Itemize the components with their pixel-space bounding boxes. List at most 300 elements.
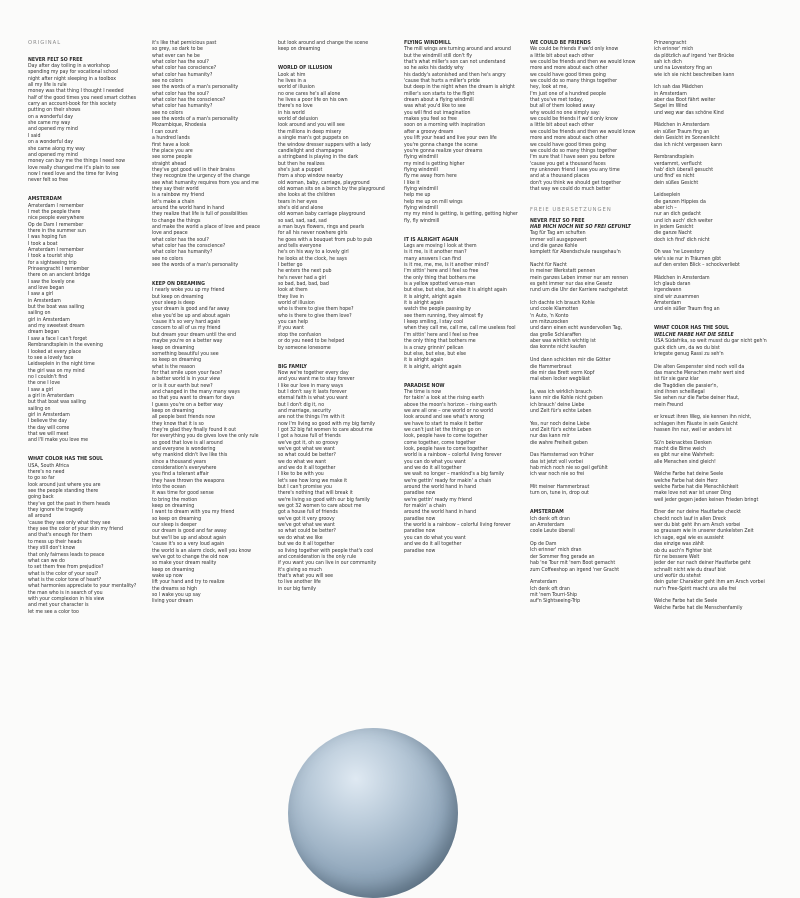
- lyric-line: so grausam wie in unserer dunkelsten Zeit: [654, 528, 754, 535]
- lyric-line: Yes, nur noch deine Liebe: [530, 420, 590, 427]
- lyric-line: ich war noch nie so frei: [530, 471, 585, 478]
- lyric-line: zum Coffeeshop an irgend 'ner Gracht: [530, 566, 620, 573]
- lyric-line: what is the color of your soul?: [28, 570, 99, 577]
- lyric-line: our sleep is deeper: [152, 522, 197, 529]
- lyric-line: on a wonderful day: [28, 139, 73, 146]
- lyric-line: that you've met today,: [530, 97, 584, 104]
- lyric-line: why mankind didn't live like this: [152, 452, 228, 459]
- lyric-line: after a groovy dream: [404, 128, 454, 135]
- lyric-line: paradise now: [404, 515, 436, 522]
- lyric-line: money can buy me the things I need now: [28, 158, 126, 165]
- lyric-line: the dreams so high: [152, 585, 198, 592]
- song-title: IT IS ALRIGHT AGAIN: [404, 236, 459, 243]
- lyric-line: he looks at the clock, he says: [278, 255, 347, 262]
- lyric-line: die Tragödien die passier'n,: [654, 382, 718, 389]
- lyric-line: so that you want to dream for days: [152, 395, 235, 402]
- lyric-line: see no colors: [152, 255, 183, 262]
- lyric-line: first have a look: [152, 141, 190, 148]
- lyric-line: what color has the soul?: [152, 90, 209, 97]
- lyric-line: a hundred lands: [152, 135, 190, 142]
- lyric-line: what ever can he be: [152, 52, 200, 59]
- lyric-line: the day will come: [28, 424, 70, 431]
- lyric-line: was what you'd like to see: [404, 103, 466, 110]
- lyric-line: when they call me, call me, call me useless fool: [404, 325, 516, 332]
- lyric-line: tears in her eyes: [278, 198, 318, 205]
- lyric-line: nur das kann mir: [530, 433, 570, 440]
- song-title: FLYING WINDMILL: [404, 40, 451, 46]
- lyric-line: see the words of a man's personality: [152, 262, 239, 269]
- lyric-line: it is alright, alright again: [404, 293, 462, 300]
- lyric-line: so keep on dreaming: [152, 357, 202, 364]
- lyric-line: old woman, baby, carriage, playground: [278, 179, 370, 186]
- lyric-line: the only thing that bothers me: [404, 338, 476, 345]
- lyric-line: more and more about each other: [530, 135, 608, 142]
- lyric-line: we are all one – one world or no world: [404, 407, 494, 414]
- lyric-line: eternal faith is what you want: [278, 395, 348, 402]
- lyric-line: welche Farbe hat die Menschlichkeit: [654, 484, 739, 491]
- lyric-line: wie's sie nur in Träumen gibt: [654, 255, 722, 262]
- lyric-line: er kreuzt ihren Weg, sie kennen ihn nicht,: [654, 414, 752, 421]
- lyric-line: to go so far: [28, 475, 55, 482]
- lyric-line: there in the summer sun: [28, 227, 86, 234]
- lyric-line: a single man's got puppets on: [278, 135, 349, 142]
- lyric-line: nur an dich gedacht: [654, 211, 701, 218]
- lyric-line: I'm sittin' here and I feel so free: [404, 268, 479, 275]
- lyric-line: you lift your head and live your own life: [404, 135, 497, 142]
- lyric-line: aber ich –: [654, 204, 677, 211]
- lyric-line: in jedem Gesicht: [654, 223, 694, 230]
- lyric-line: Ich erinner' mich dran: [530, 547, 582, 554]
- lyric-line: and opened my mind: [28, 126, 78, 133]
- lyric-line: a man buys flowers, rings and pearls: [278, 223, 365, 230]
- lyric-line: es geht immer nur das eine Gesetz: [530, 281, 613, 288]
- lyric-line: he enters the next pub: [278, 268, 332, 275]
- lyric-line: aber was wirklich wichtig ist: [530, 338, 596, 345]
- lyric-line: but dream your dream until the end: [152, 331, 237, 338]
- lyric-line: she came along my way: [28, 145, 85, 152]
- lyric-line: I got a house full of friends: [278, 433, 341, 440]
- lyric-line: a little bit about each other: [530, 122, 594, 129]
- lyric-line: so living together with people that's cool: [278, 547, 374, 554]
- lyric-line: now I'm living so good with my big family: [278, 420, 376, 427]
- lyric-line: wake up now: [152, 572, 183, 579]
- lyric-line: for a sightseeing trip: [28, 259, 77, 266]
- lyric-line: all my life is rule: [28, 82, 67, 89]
- lyric-line: I got 32 big fat women to care about me: [278, 426, 373, 433]
- lyric-line: but then he realizes: [278, 160, 325, 167]
- lyric-line: consideration's everywhere: [152, 465, 217, 472]
- lyric-line: keep on dreaming: [152, 566, 195, 573]
- lyric-line: our dream is good and far away: [152, 528, 227, 535]
- lyric-line: a stringband is playing in the dark: [278, 154, 359, 161]
- lyric-line: they've got good will in their brains: [152, 166, 235, 173]
- lyric-line: Sü'n beknacktes Denken: [654, 439, 712, 446]
- lyric-line: 'cause it's so very hard again: [152, 319, 221, 326]
- lyric-line: I guess you're on a better way: [152, 401, 223, 408]
- lyric-line: und weg war das schöne Kind: [654, 109, 724, 116]
- lyric-line: Mit meiner Hammerbraut: [530, 484, 590, 491]
- lyric-line: that we will meet: [28, 430, 69, 437]
- lyric-line: we're gettin' ready my friend: [404, 496, 472, 503]
- lyric-line: the place you are: [152, 147, 193, 154]
- lyric-line: I said: [28, 132, 41, 139]
- lyric-line: mein Freund: [654, 401, 684, 408]
- lyric-line: hab mich noch nie so geil gefühlt: [530, 465, 608, 471]
- lyrics-block: [152, 40, 270, 605]
- lyric-line: my unknown friend I see you any time: [530, 166, 620, 173]
- lyric-line: I met the people there: [28, 208, 81, 215]
- lyric-line: and you want me to stay forever: [278, 376, 355, 383]
- lyric-line: you can do what you want: [404, 534, 466, 541]
- lyric-line: I better go: [278, 262, 303, 269]
- lyric-line: Mozambique, Rhodesia: [152, 122, 207, 129]
- lyric-line: they live in: [278, 293, 304, 300]
- lyric-line: the world is an alarm clock, well you know: [152, 547, 251, 554]
- lyric-line: ob du auch'n Fighter bist: [654, 547, 712, 554]
- lyric-line: ein süßer Traum fing an: [654, 128, 710, 135]
- lyric-line: let's make a chain: [152, 198, 195, 205]
- lyric-line: I like to be with you: [278, 471, 324, 478]
- lyric-line: but the boat was sailing: [28, 304, 85, 311]
- lyric-line: mein ganzes Leben immer nur am rennen: [530, 274, 629, 281]
- lyric-line: die ganze Nacht: [654, 230, 692, 237]
- lyric-line: wer du bist geht ihn am Arsch vorbei: [654, 522, 741, 529]
- lyric-line: The time is now: [404, 388, 442, 395]
- lyric-line: help me up: [404, 192, 431, 199]
- lyric-line: what color has humanity?: [152, 249, 213, 256]
- lyric-line: what color has the soul?: [152, 59, 209, 66]
- lyric-line: we're living so good with our big family: [278, 496, 370, 503]
- lyric-line: but else, but else, but else it is alright again: [404, 287, 507, 294]
- lyric-line: flying windmill: [404, 185, 438, 192]
- lyric-line: world of illusion: [278, 84, 315, 91]
- lyric-line: she's old and alone: [278, 204, 324, 211]
- lyric-line: around the world hand in hand: [152, 204, 225, 211]
- lyric-line: night after night sleeping in a toolbox: [28, 75, 116, 82]
- lyric-line: Ich sah das Mädchen: [654, 84, 704, 91]
- lyric-line: we've got it, oh so groovy: [278, 439, 339, 446]
- lyric-line: if you want you can live in our community: [278, 560, 377, 567]
- lyric-line: no I couldn't find: [28, 373, 68, 380]
- lyric-line: around the world hand in hand: [404, 509, 477, 516]
- lyric-line: so what could be better?: [278, 452, 336, 459]
- lyric-line: miller's son starts to the flight: [404, 90, 475, 97]
- lyric-line: it's like that pernicious past: [152, 40, 217, 46]
- lyric-line: keep on dreaming: [152, 344, 195, 351]
- lyric-line: look around and you will see: [278, 122, 345, 129]
- lyric-line: the girl was on my mind: [28, 367, 85, 374]
- lyric-line: aber das Boot fährt weiter: [654, 97, 716, 104]
- lyric-line: my my mind is getting, is getting, getting higher: [404, 211, 518, 218]
- lyric-line: Ich dachte ich brauch Kohle: [530, 300, 595, 307]
- lyric-line: what is the color tone of heart?: [28, 576, 102, 583]
- lyric-line: and marriage, security: [278, 407, 332, 414]
- lyric-line: for all his never nowhere girls: [278, 230, 348, 237]
- lyric-line: to set them free from prejudice?: [28, 564, 104, 571]
- lyric-line: Op de Dam: [530, 541, 557, 548]
- lyric-line: der Sommer fing gerade an: [530, 553, 595, 560]
- lyric-line: they realize that life is full of possibilities: [152, 211, 248, 218]
- lyric-line: und die ganze Kohle: [530, 242, 578, 249]
- lyric-line: more and more about each other: [530, 65, 608, 72]
- lyric-line: the millions in deep misery: [278, 128, 342, 135]
- section-title-translations: FREIE ÜBERSETZUNGEN: [530, 207, 612, 214]
- lyric-line: nur'n Free-Spirit macht uns alle frei: [654, 585, 737, 592]
- lyric-line: 'cause it's so a very loud again: [152, 541, 225, 548]
- lyric-line: Ich glaub daran: [654, 281, 691, 288]
- lyric-line: straight ahead: [152, 160, 187, 167]
- lyric-line: she looks at the children: [278, 192, 336, 199]
- lyric-line: auf'n Sightseeing-Trip: [530, 598, 581, 605]
- lyric-line: or is it our earth but new?: [152, 382, 213, 389]
- lyric-line: USA Südafrika, so weit musst du gar nicht geh'n: [654, 338, 767, 345]
- lyric-line: Welche Farbe hat die Menschenfamily: [654, 604, 743, 611]
- lyric-line: Amsterdam I remember: [28, 202, 84, 209]
- lyric-line: but else, but else, but else: [404, 350, 467, 357]
- lyric-line: we could be friends and then we would know: [530, 128, 636, 135]
- lyric-line: many answers I can find: [404, 255, 461, 262]
- lyric-line: see what humanity requires from you and me: [152, 179, 259, 186]
- lyric-line: let me see a color too: [28, 608, 79, 615]
- lyric-line: world of illusion: [278, 300, 315, 307]
- lyric-line: keep on dreaming: [152, 503, 195, 510]
- lyric-line: Ich denk oft dran: [530, 515, 570, 522]
- lyric-line: we do what we want: [278, 458, 327, 465]
- lyric-line: so he asks his daddy why: [404, 65, 464, 72]
- lyric-line: it is alright again: [404, 357, 444, 364]
- lyrics-block: [404, 40, 524, 554]
- lyric-line: we've got what we want: [278, 446, 335, 452]
- lyric-line: you can do what you want: [404, 458, 466, 465]
- lyric-line: hey, look at me,: [530, 84, 568, 91]
- lyric-line: I'm sittin' here and I feel so free: [404, 331, 479, 338]
- lyric-line: lift your hand and try to realize: [152, 579, 225, 586]
- lyric-line: Prinsengracht I remember: [28, 266, 89, 273]
- lyric-line: else you'd be up and about again: [152, 312, 231, 319]
- lyric-line: and love began: [28, 285, 65, 292]
- lyric-line: turn on, tune in, drop out: [530, 490, 589, 497]
- song-title: WE COULD BE FRIENDS: [530, 40, 591, 46]
- lyric-line: with your complexion in his view: [28, 595, 105, 602]
- lyric-line: we could have good times going: [530, 71, 606, 78]
- lyric-line: weil jeder gegen jeden keinen Frieden bringt: [654, 496, 759, 503]
- lyric-line: but keep on dreaming: [152, 293, 204, 300]
- lyric-line: Now we're together every day: [278, 369, 349, 376]
- lyric-line: schlagen ihm Fäuste in sein Gesicht: [654, 420, 738, 427]
- lyric-line: da plötzlich auf irgend 'ner Brücke: [654, 52, 735, 59]
- lyric-line: Einer der nur deine Hautfarbe checkt: [654, 509, 741, 516]
- lyric-line: money was that thing I thought I needed: [28, 88, 124, 95]
- lyric-line: in Amsterdam: [654, 90, 687, 97]
- lyric-line: putting on their shows: [28, 107, 81, 114]
- lyric-line: concern to all of us my friend: [152, 325, 221, 332]
- lyric-line: and we do it all together: [278, 465, 336, 472]
- lyric-line: in his world: [278, 109, 305, 116]
- lyric-line: 'cause they see only what they see: [28, 519, 111, 526]
- lyric-line: mit 'nem Tourri-Ship: [530, 591, 577, 598]
- lyric-line: what color has the conscience?: [152, 97, 226, 104]
- lyric-line: who is there to give them love?: [278, 312, 352, 319]
- lyric-line: to see a lovely face: [28, 354, 74, 361]
- lyric-line: und wofür du stehst: [654, 572, 701, 579]
- column-translation-1: [530, 40, 648, 605]
- lyric-line: world of delusion: [278, 116, 318, 123]
- lyric-line: I like it: [404, 179, 420, 186]
- lyric-line: let's see how long we make it: [278, 477, 348, 484]
- lyric-line: or do you need to be helped: [278, 338, 345, 345]
- lyric-line: 'cause you get a thousand faces: [530, 160, 606, 167]
- lyric-line: I took a tourist ship: [28, 253, 74, 260]
- lyric-line: your sleep is deep: [152, 300, 195, 307]
- lyric-line: doch ich find' dich nicht: [654, 236, 710, 243]
- lyrics-block: [530, 40, 648, 192]
- lyric-line: hab' dich überall gesucht: [654, 166, 714, 173]
- lyric-line: mal eben locker wegbläst: [530, 376, 590, 383]
- lyric-line: world is a rainbow – colorful living forever: [404, 452, 502, 459]
- lyric-line: who is there to give them hope?: [278, 306, 354, 313]
- lyric-line: soon on a morning with inspiration: [404, 122, 486, 129]
- lyric-line: dein Gesicht im Sonnenlicht: [654, 135, 720, 142]
- lyric-line: es gibt nur eine Wahrheit:: [654, 452, 715, 459]
- lyric-line: dein süßes Gesicht: [654, 179, 699, 186]
- lyric-line: Segel im Wind: [654, 103, 688, 110]
- lyric-line: they have thrown the weapons: [152, 477, 225, 484]
- lyric-line: die Hammerbraut: [530, 363, 572, 370]
- lyric-line: they say their world: [152, 185, 199, 192]
- lyric-line: but all of them looked away: [530, 103, 595, 110]
- lyric-line: love and peace: [152, 230, 188, 237]
- lyric-line: flying windmill: [404, 166, 438, 173]
- lyric-line: they ignore the tragedy: [28, 507, 84, 514]
- song-title: WHAT COLOR HAS THE SOUL: [28, 456, 103, 463]
- lyric-line: see them running, they almost fly: [404, 312, 484, 319]
- lyric-line: I saw a face I can't forget: [28, 335, 88, 342]
- song-title: KEEP ON DREAMING: [152, 281, 205, 288]
- lyric-line: das ich nicht vergessen kann: [654, 141, 722, 148]
- lyric-line: immer voll ausgepowert: [530, 236, 587, 243]
- lyric-line: flying windmill: [404, 154, 438, 161]
- lyric-line: Mädchen in Amsterdam: [654, 274, 710, 281]
- lyric-line: paradise now: [404, 528, 436, 535]
- lyric-line: on a wonderful day: [28, 113, 73, 120]
- lyric-line: a girl in Amsterdam: [28, 392, 75, 399]
- lyric-line: his daddy's astonished and then he's angry: [404, 71, 506, 78]
- lyric-line: you can help: [278, 319, 309, 326]
- lyric-line: ich brauch' deine Liebe: [530, 401, 585, 408]
- lyric-line: we've got what we want: [278, 522, 335, 529]
- lyric-line: und Zeit für's echte Leben: [530, 407, 592, 414]
- column-original-2: [152, 40, 270, 605]
- lyric-line: what color has the soul?: [152, 236, 209, 243]
- lyric-line: so good that love is all around: [152, 439, 223, 446]
- lyric-line: das große Schlaraffen: [530, 331, 582, 338]
- lyric-line: look at them: [278, 287, 308, 294]
- lyric-line: never felt so free: [28, 177, 68, 184]
- lyric-line: I was hoping fun: [28, 234, 67, 241]
- lyric-line: das einzige was zählt: [654, 541, 704, 548]
- lyric-line: macht die Birne weich: [654, 446, 707, 452]
- lyric-line: see the words of a man's personality: [152, 84, 239, 91]
- lyric-line: why would no one simply say:: [530, 109, 600, 116]
- lyric-line: Oh was 'ne Lovestory: [654, 249, 705, 256]
- song-title: NEVER FELT SO FREE: [530, 217, 585, 224]
- lyric-line: and I'll make you love me: [28, 437, 89, 444]
- lyric-line: the only thing that bothers me: [404, 274, 476, 281]
- lyric-line: I saw the lovely one: [28, 278, 75, 285]
- lyric-line: it's giving so much: [278, 566, 322, 573]
- lyric-line: and at a thousand places: [530, 173, 590, 180]
- lyric-line: old woman sits on a bench by the playground: [278, 185, 385, 192]
- lyric-line: and everyone is wondering: [152, 446, 216, 452]
- lyric-line: he lives in a: [278, 78, 307, 85]
- lyric-line: we can't just let the things go on: [404, 426, 481, 433]
- lyric-line: so I wake you up say: [152, 591, 201, 598]
- lyric-line: now I need love and the time for living: [28, 170, 119, 177]
- lyric-line: no one cares he's all alone: [278, 90, 341, 97]
- lyric-line: in our big family: [278, 585, 317, 592]
- lyric-line: and we do it all together: [404, 541, 462, 548]
- lyric-line: they know that it is so: [152, 420, 204, 427]
- lyric-line: checkt noch lauf in allen Dreck: [654, 515, 727, 522]
- lyric-line: nice people everywhere: [28, 215, 84, 222]
- lyric-line: but that boat was sailing: [28, 399, 86, 406]
- lyric-line: for makin' a chain: [404, 503, 447, 510]
- lyric-line: into the ocean: [152, 484, 186, 491]
- lyric-line: if you want: [278, 325, 304, 332]
- lyric-line: they see the color of your skin my friend: [28, 526, 123, 533]
- lyric-line: look, people have to come together: [404, 446, 488, 452]
- lyric-line: she came my way: [28, 120, 71, 127]
- lyric-line: to bring the motion: [152, 496, 198, 503]
- lyric-line: but I don't dig it, no: [278, 401, 325, 408]
- column-original-1: [28, 40, 140, 615]
- lyric-line: make love not war ist unser Ding: [654, 490, 732, 497]
- lyric-line: sind wir zusammen: [654, 293, 700, 300]
- lyric-line: keep on dreaming: [278, 46, 321, 53]
- lyric-line: die wahre Freiheit geben: [530, 439, 588, 446]
- lyric-line: what can we do: [28, 557, 65, 564]
- lyric-line: I saw a girl: [28, 386, 54, 393]
- lyric-line: alle Menschen sind gleich!: [654, 458, 716, 465]
- lyric-line: you're gonna realize your dreams: [404, 147, 483, 154]
- song-title: AMSTERDAM: [28, 196, 62, 203]
- lyric-line: and changed in the many many ways: [152, 388, 240, 395]
- lyric-line: carry an account-book for this society: [28, 101, 117, 108]
- lyric-line: and make the world a place of love and peace: [152, 223, 261, 230]
- lyric-line: you will find out imagination: [404, 109, 471, 116]
- lyric-line: the world is a rainbow – colorful living forever: [404, 522, 511, 529]
- lyric-line: we could be friends if we'd only know: [530, 116, 618, 123]
- lyric-line: what harmonies appreciate to your mentality?: [28, 583, 137, 590]
- lyric-line: look, people have to come together: [404, 433, 488, 440]
- lyric-line: das ist jetzt voll vorbei: [530, 458, 583, 465]
- lyric-line: das konnte nicht kaufen: [530, 344, 587, 351]
- lyric-line: Ja, was ich wirklich brauch: [530, 388, 592, 395]
- lyric-line: kriegste genug Rassi zu seh'n: [654, 350, 724, 357]
- lyric-line: old woman baby carriage playground: [278, 211, 366, 218]
- lyric-line: to change the things: [152, 217, 201, 224]
- lyric-line: is a yellow spotted venus-man: [404, 281, 476, 288]
- lyric-line: I'm just one of a hundred people: [530, 90, 606, 97]
- lyric-line: to mess up their heads: [28, 538, 82, 545]
- lyric-line: ist für sie ganz klar: [654, 376, 699, 383]
- lyric-line: Die alten Gespenster sind noch voll da: [654, 363, 745, 370]
- lyric-line: candlelight and champagne: [278, 147, 344, 154]
- lyric-line: Welche Farbe hat deine Seele: [654, 471, 724, 478]
- lyric-line: for takin' a look at the rising earth: [404, 395, 484, 402]
- lyric-line: sailing on: [28, 405, 51, 412]
- lyric-line: a little bit about each other: [530, 52, 594, 59]
